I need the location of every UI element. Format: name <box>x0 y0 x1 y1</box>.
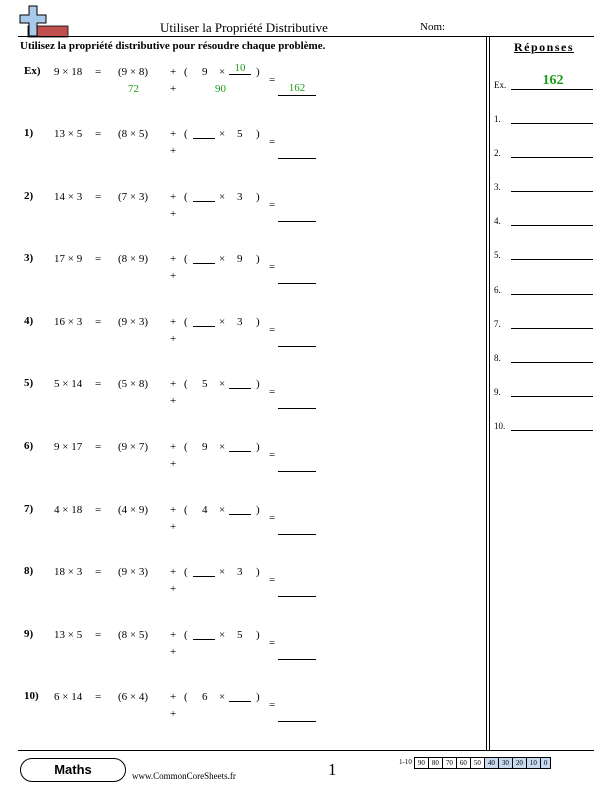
page-title: Utiliser la Propriété Distributive <box>160 20 328 35</box>
answer-slot-label: 8. <box>494 353 501 363</box>
plus-sign: + <box>170 521 177 533</box>
answer-line <box>278 95 316 96</box>
factor-b: 3 <box>237 566 243 578</box>
answer-slot-line[interactable] <box>511 259 593 260</box>
equals-sign: = <box>95 191 102 203</box>
site-url: www.CommonCoreSheets.fr <box>132 771 236 781</box>
answer-example-value: 162 <box>542 73 564 88</box>
factor-b: 3 <box>237 316 243 328</box>
open-paren: ( <box>184 629 188 641</box>
plus-sign: + <box>170 646 177 658</box>
factor-b: 9 <box>237 253 243 265</box>
partial-product-2: 90 <box>215 83 226 95</box>
close-paren: ) <box>256 191 260 203</box>
blank-factor <box>229 504 251 518</box>
name-label: Nom: <box>420 21 446 33</box>
close-paren: ) <box>256 691 260 703</box>
blank-factor <box>193 128 215 142</box>
answer-line[interactable] <box>278 221 316 222</box>
score-cell: 0 <box>540 757 552 769</box>
plus-sign: + <box>170 128 177 140</box>
plus-sign: + <box>170 395 177 407</box>
blank-factor <box>193 253 215 267</box>
plus-sign: + <box>170 441 177 453</box>
blank-factor <box>229 378 251 392</box>
plus-sign: + <box>170 583 177 595</box>
problem-expression: 13 × 5 <box>54 629 83 641</box>
instructions: Utilisez la propriété distributive pour résoudre chaque problème. <box>20 40 326 52</box>
equals-sign: = <box>95 441 102 453</box>
answer-slot-line[interactable] <box>511 396 593 397</box>
problem-label: 9) <box>24 628 34 640</box>
plus-sign: + <box>170 458 177 470</box>
equals-sign: = <box>95 316 102 328</box>
answer-slot-label: 9. <box>494 387 501 397</box>
problem-expression: 14 × 3 <box>54 191 83 203</box>
blank-factor <box>229 691 251 705</box>
times-sign: × <box>219 66 226 78</box>
first-part: (9 × 3) <box>118 316 149 328</box>
factor-b: 5 <box>237 128 243 140</box>
problem-expression: 6 × 14 <box>54 691 83 703</box>
problem-expression: 9 × 18 <box>54 66 83 78</box>
blank-factor <box>193 191 215 205</box>
maths-badge-label: Maths <box>54 762 92 777</box>
close-paren: ) <box>256 629 260 641</box>
first-part: (7 × 3) <box>118 191 149 203</box>
plus-sign: + <box>170 691 177 703</box>
problem-expression: 17 × 9 <box>54 253 83 265</box>
score-cell: 50 <box>470 757 485 769</box>
equals-sign: = <box>269 199 276 211</box>
answer-slot-line[interactable] <box>511 225 593 226</box>
plus-sign: + <box>170 333 177 345</box>
problem-label: 3) <box>24 252 34 264</box>
problem-expression: 4 × 18 <box>54 504 83 516</box>
problem-expression: 5 × 14 <box>54 378 83 390</box>
score-cell: 30 <box>498 757 513 769</box>
equals-sign: = <box>269 136 276 148</box>
plus-sign: + <box>170 629 177 641</box>
footer-rule <box>18 750 594 751</box>
answer-slot-line[interactable] <box>511 157 593 158</box>
factor-b: 3 <box>237 191 243 203</box>
blank-factor <box>229 441 251 455</box>
equals-sign: = <box>269 574 276 586</box>
answer-slot-line[interactable] <box>511 191 593 192</box>
times-sign: × <box>219 566 226 578</box>
first-part: (4 × 9) <box>118 504 149 516</box>
equals-sign: = <box>95 504 102 516</box>
equals-sign: = <box>95 629 102 641</box>
answer-line[interactable] <box>278 158 316 159</box>
problem-label: Ex) <box>24 65 41 77</box>
plus-sign: + <box>170 316 177 328</box>
score-cell: 60 <box>456 757 471 769</box>
equals-sign: = <box>95 66 102 78</box>
answer-line[interactable] <box>278 721 316 722</box>
equals-sign: = <box>269 74 276 86</box>
plus-sign: + <box>170 66 177 78</box>
close-paren: ) <box>256 128 260 140</box>
answer-line[interactable] <box>278 408 316 409</box>
answer-slot-label: 4. <box>494 216 501 226</box>
equals-sign: = <box>269 386 276 398</box>
open-paren: ( <box>184 253 188 265</box>
plus-sign: + <box>170 253 177 265</box>
times-sign: × <box>219 441 226 453</box>
answer-slot-label: 6. <box>494 285 501 295</box>
problem-label: 5) <box>24 377 34 389</box>
answer-label-example: Ex. <box>494 80 507 90</box>
factor-b: 5 <box>237 629 243 641</box>
answer-slot-label: 5. <box>494 250 501 260</box>
factor-a: 4 <box>202 504 208 516</box>
equals-sign: = <box>95 691 102 703</box>
plus-sign: + <box>170 708 177 720</box>
first-part: (9 × 8) <box>118 66 149 78</box>
open-paren: ( <box>184 504 188 516</box>
open-paren: ( <box>184 441 188 453</box>
first-part: (8 × 5) <box>118 128 149 140</box>
problem-label: 8) <box>24 565 34 577</box>
problem-expression: 18 × 3 <box>54 566 83 578</box>
problem-expression: 9 × 17 <box>54 441 83 453</box>
answer-slot-line[interactable] <box>511 123 593 124</box>
header-rule <box>18 36 594 37</box>
first-part: (5 × 8) <box>118 378 149 390</box>
equals-sign: = <box>269 512 276 524</box>
equals-sign: = <box>269 699 276 711</box>
close-paren: ) <box>256 378 260 390</box>
score-cell: 90 <box>414 757 429 769</box>
open-paren: ( <box>184 566 188 578</box>
answer-slot-line[interactable] <box>511 362 593 363</box>
answer-slot-line[interactable] <box>511 294 593 295</box>
answer-slot-label: 10. <box>494 421 506 431</box>
problem-expression: 13 × 5 <box>54 128 83 140</box>
score-range-label: 1-10 <box>399 758 412 766</box>
equals-sign: = <box>269 449 276 461</box>
answer-slot-label: 7. <box>494 319 501 329</box>
column-divider-right <box>489 37 490 750</box>
score-table <box>399 757 551 769</box>
answer-slot-label: 1. <box>494 114 501 124</box>
close-paren: ) <box>256 253 260 265</box>
open-paren: ( <box>184 66 188 78</box>
times-sign: × <box>219 629 226 641</box>
open-paren: ( <box>184 378 188 390</box>
factor-a: 9 <box>202 66 208 78</box>
equals-sign: = <box>269 637 276 649</box>
problem-label: 4) <box>24 315 34 327</box>
plus-sign: + <box>170 145 177 157</box>
answer-line[interactable] <box>278 596 316 597</box>
blank-factor <box>193 316 215 330</box>
open-paren: ( <box>184 691 188 703</box>
answer-slot-line[interactable] <box>511 430 593 431</box>
maths-badge <box>20 758 126 782</box>
close-paren: ) <box>256 566 260 578</box>
score-cell: 80 <box>428 757 443 769</box>
times-sign: × <box>219 316 226 328</box>
plus-logo-icon <box>18 5 70 39</box>
plus-sign: + <box>170 208 177 220</box>
open-paren: ( <box>184 191 188 203</box>
answer-line-example <box>511 89 593 90</box>
problem-label: 6) <box>24 440 34 452</box>
equals-sign: = <box>95 566 102 578</box>
plus-sign: + <box>170 566 177 578</box>
answer-line[interactable] <box>278 471 316 472</box>
equals-sign: = <box>95 128 102 140</box>
answer-slot-line[interactable] <box>511 328 593 329</box>
plus-sign: + <box>170 378 177 390</box>
example-answer: 162 <box>288 82 306 94</box>
equals-sign: = <box>269 261 276 273</box>
first-part: (8 × 9) <box>118 253 149 265</box>
factor-a: 6 <box>202 691 208 703</box>
first-part: (9 × 3) <box>118 566 149 578</box>
answer-line[interactable] <box>278 283 316 284</box>
answer-line[interactable] <box>278 659 316 660</box>
score-cell: 10 <box>526 757 541 769</box>
problem-label: 7) <box>24 503 34 515</box>
plus-sign: + <box>170 504 177 516</box>
factor-a: 5 <box>202 378 208 390</box>
first-part: (9 × 7) <box>118 441 149 453</box>
column-divider-left <box>486 37 487 750</box>
answer-slot-label: 2. <box>494 148 501 158</box>
equals-sign: = <box>95 253 102 265</box>
times-sign: × <box>219 378 226 390</box>
score-cell: 40 <box>484 757 499 769</box>
plus-sign: + <box>170 270 177 282</box>
blank-factor <box>193 566 215 580</box>
problem-label: 1) <box>24 127 34 139</box>
times-sign: × <box>219 191 226 203</box>
close-paren: ) <box>256 504 260 516</box>
first-part: (6 × 4) <box>118 691 149 703</box>
times-sign: × <box>219 504 226 516</box>
first-part: (8 × 5) <box>118 629 149 641</box>
factor-a: 9 <box>202 441 208 453</box>
answers-title: Réponses <box>514 40 575 54</box>
open-paren: ( <box>184 128 188 140</box>
plus-sign: + <box>170 191 177 203</box>
plus-sign: + <box>170 83 177 95</box>
close-paren: ) <box>256 66 260 78</box>
close-paren: ) <box>256 441 260 453</box>
answer-line[interactable] <box>278 534 316 535</box>
equals-sign: = <box>95 378 102 390</box>
score-cell: 70 <box>442 757 457 769</box>
problem-label: 10) <box>24 690 39 702</box>
times-sign: × <box>219 253 226 265</box>
answer-line[interactable] <box>278 346 316 347</box>
blank-factor <box>193 629 215 643</box>
score-cell: 20 <box>512 757 527 769</box>
close-paren: ) <box>256 316 260 328</box>
times-sign: × <box>219 128 226 140</box>
open-paren: ( <box>184 316 188 328</box>
page-number: 1 <box>328 760 337 779</box>
equals-sign: = <box>269 324 276 336</box>
problem-label: 2) <box>24 190 34 202</box>
factor-b: 10 <box>229 63 251 75</box>
times-sign: × <box>219 691 226 703</box>
problem-expression: 16 × 3 <box>54 316 83 328</box>
partial-product-1: 72 <box>128 83 139 95</box>
answer-slot-label: 3. <box>494 182 501 192</box>
